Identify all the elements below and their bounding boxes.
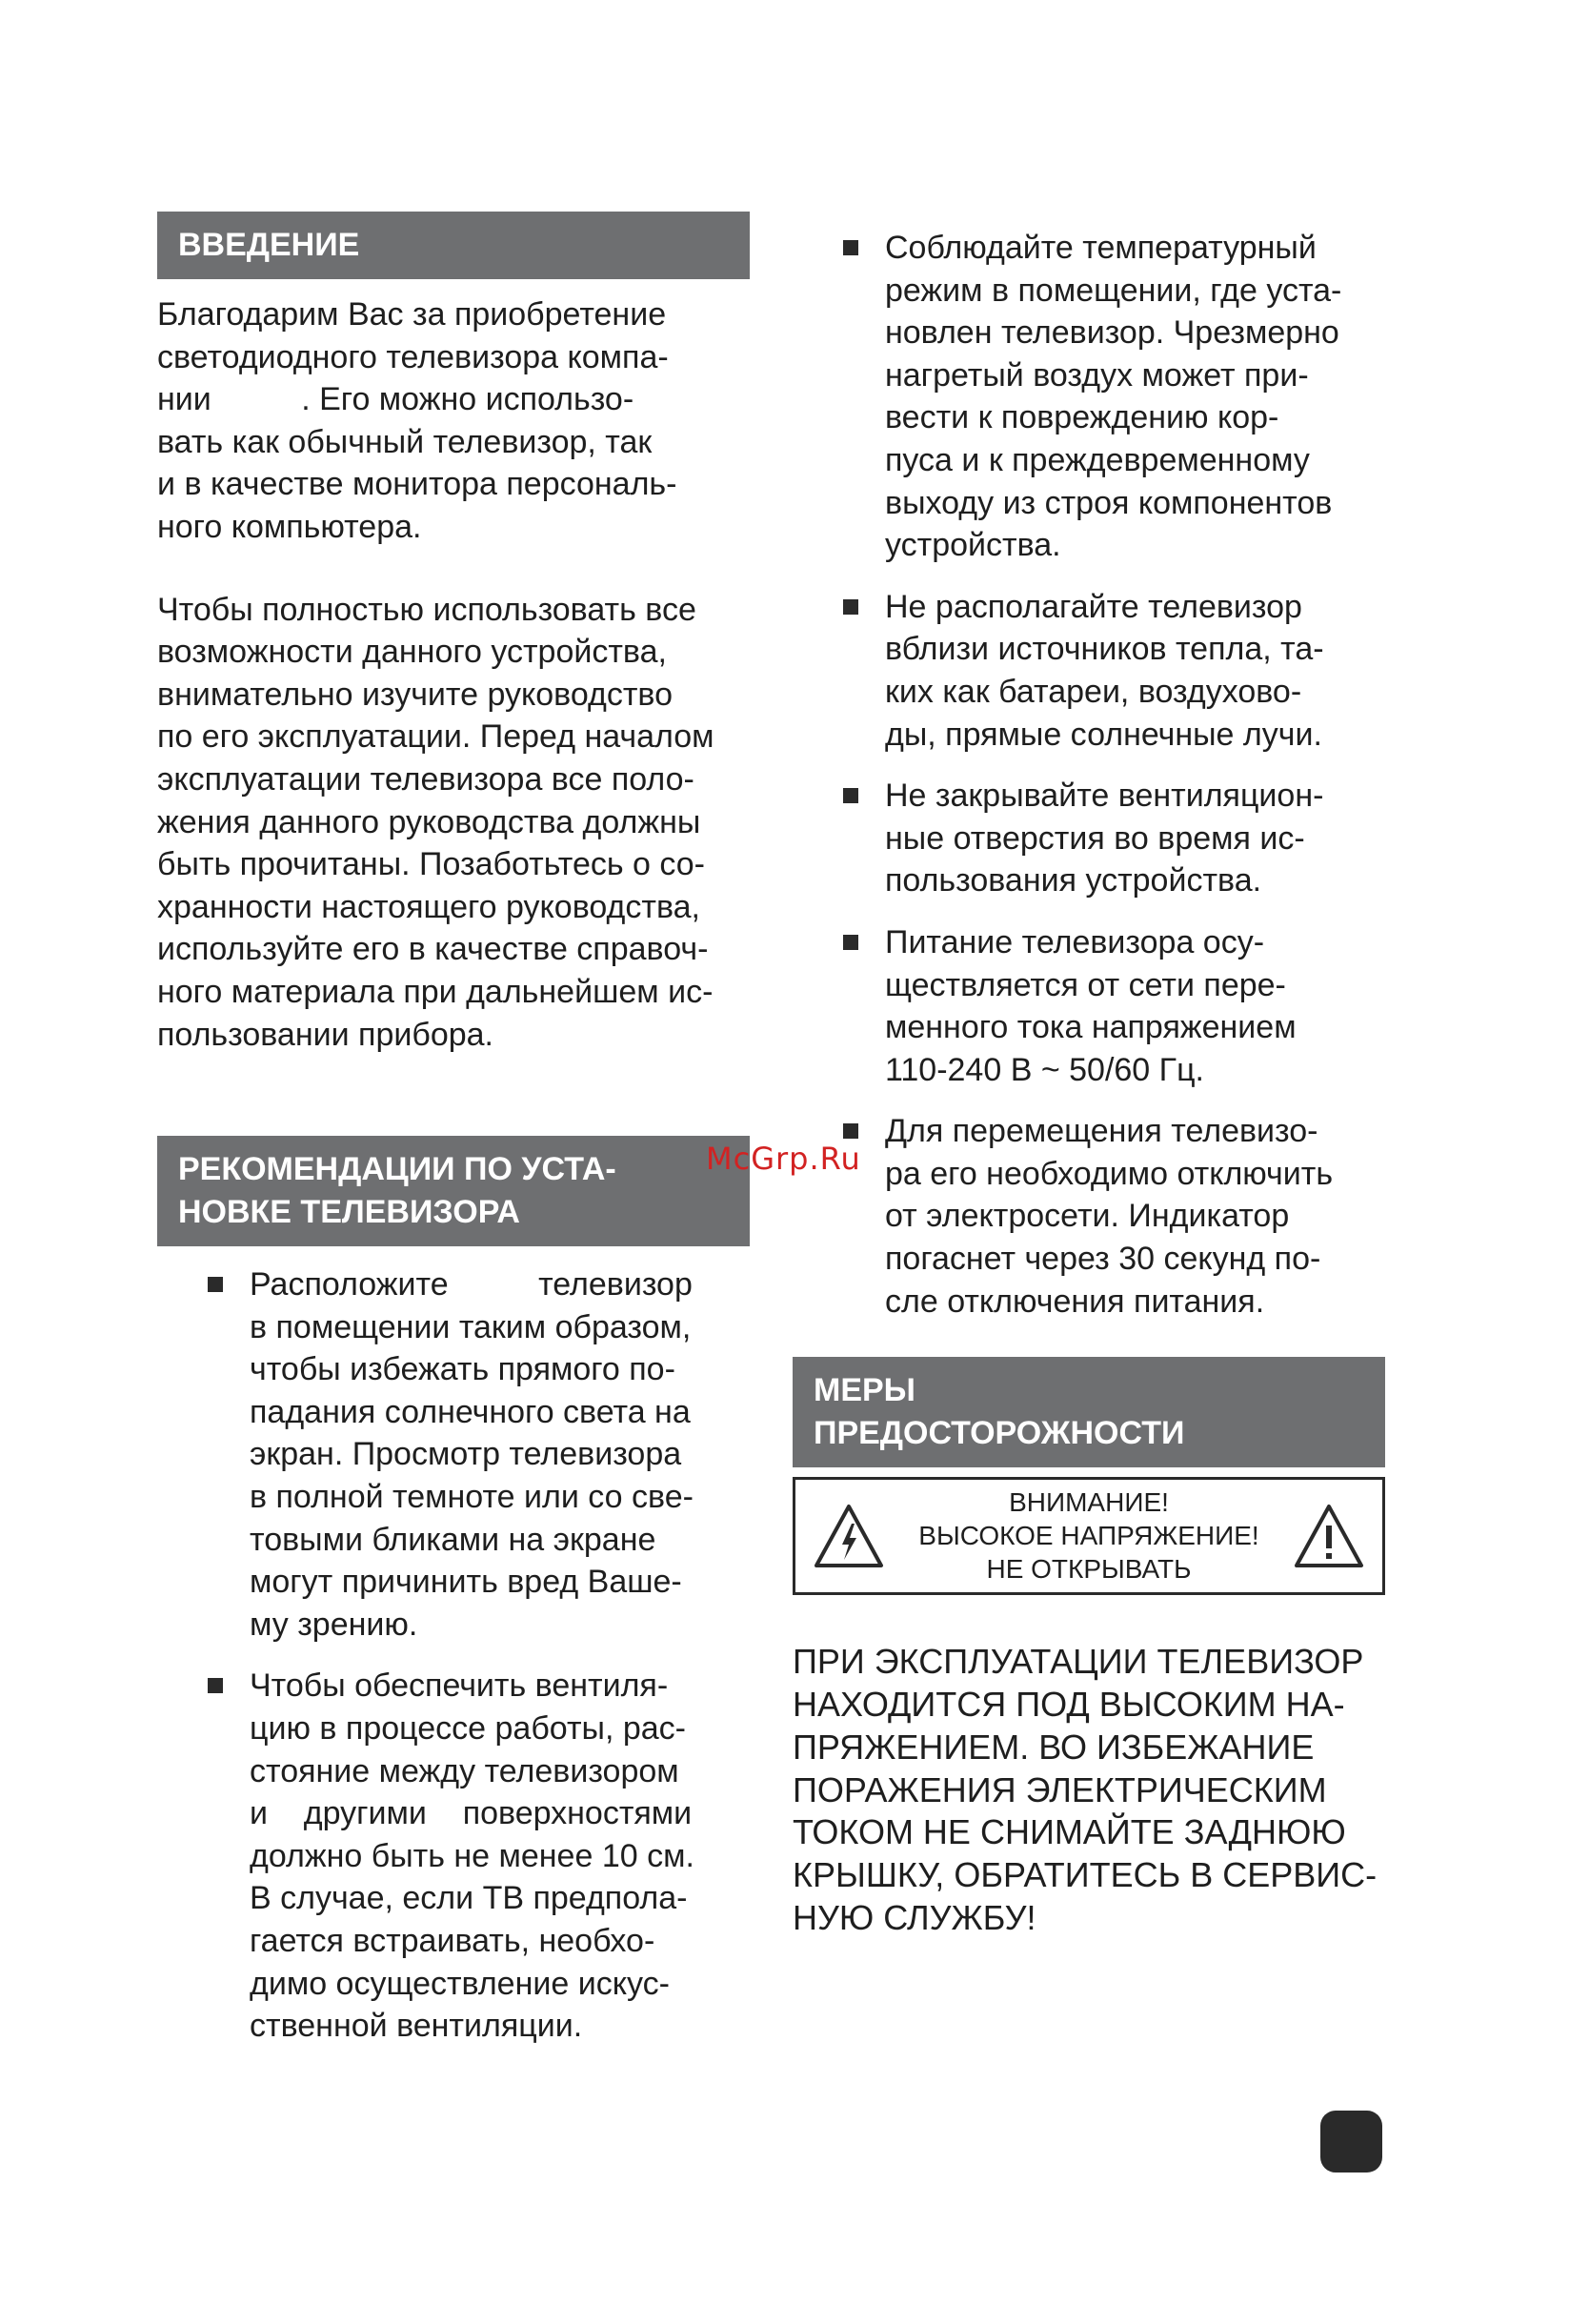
exclamation-warning-icon <box>1293 1503 1365 1569</box>
bullet-square-icon <box>208 1277 223 1292</box>
left-column <box>157 212 750 2067</box>
list-item <box>250 1263 750 1646</box>
intro-paragraph-1: Благодарим Вас за приобретение светодиодного телевизора компа- нии . Его можно использо- вать как обычный телевизор, так и в качестве монитора персональ- ного компьютера. <box>157 296 677 545</box>
intro-paragraph-2: Чтобы полностью использовать все возможности данного устройства, внимательно изучите руководство по его эксплуатации. Перед началом эксплуатации телевизора все поло- жения данного руководства должны быть прочитаны. Позаботьтесь о со- хранности настоящего руководства, используйте его в качестве справоч- ного материала при дальнейшем ис- пользовании прибора. <box>157 591 714 1053</box>
bullet-square-icon <box>843 599 858 615</box>
list-item <box>250 1665 750 2047</box>
safety-heading: МЕРЫ ПРЕДОСТОРОЖНОСТИ <box>793 1357 1385 1467</box>
right-column <box>793 227 1385 1940</box>
bullet-square-icon <box>208 1678 223 1693</box>
list-item <box>885 1110 1385 1323</box>
recommendation-text: Соблюдайте температурный режим в помещении, где уста- новлен телевизор. Чрезмерно нагретый воздух может при- вести к повреждению кор- пуса и к преждевременному выходу из строя компонентов устройства. <box>885 230 1342 564</box>
recommendation-text: Для перемещения телевизо- ра его необходимо отключить от электросети. Индикатор погаснет через 30 секунд по- сле отключения питания. <box>885 1113 1334 1320</box>
recommendation-text: Не закрывайте вентиляцион- ные отверстия во время ис- пользования устройства. <box>885 778 1324 899</box>
recommendations-list <box>885 227 1385 1323</box>
install-list <box>250 1263 750 2048</box>
list-item <box>885 586 1385 756</box>
bullet-square-icon <box>843 935 858 950</box>
install-item-text: Расположите телевизор в помещении таким образом, чтобы избежать прямого по- падания солнечного света на экран. Просмотр телевизора в полной темноте или со све- товыми бликами на экране могут причинить вред Ваше- му зрению. <box>250 1266 694 1643</box>
list-item <box>885 921 1385 1091</box>
list-item <box>885 775 1385 902</box>
list-item <box>885 227 1385 567</box>
install-heading: РЕКОМЕНДАЦИИ ПО УСТА- НОВКЕ ТЕЛЕВИЗОРА <box>157 1136 750 1246</box>
watermark: McGrp.Ru <box>706 1141 861 1177</box>
install-item-text: Чтобы обеспечить вентиля- цию в процессе работы, рас- стояние между телевизором и другими поверхностями должно быть не менее 10 см. В случае, если ТВ предпола- гается встраивать, необхо- димо осуществление искус- ственной вентиляции. <box>250 1667 694 2045</box>
safety-warning-paragraph: ПРИ ЭКСПЛУАТАЦИИ ТЕЛЕВИЗОР НАХОДИТСЯ ПОД ВЫСОКИМ НА- ПРЯЖЕНИЕМ. ВО ИЗБЕЖАНИЕ ПОРАЖЕНИЯ ЭЛЕКТРИЧЕСКИМ ТОКОМ НЕ СНИМАЙТЕ ЗАДНЮЮ КРЫШКУ, ОБРАТИТЕСЬ В СЕРВИС- НУЮ СЛУЖБУ! <box>793 1642 1378 1938</box>
high-voltage-warning-box <box>793 1477 1385 1595</box>
bullet-square-icon <box>843 788 858 803</box>
recommendation-text: Питание телевизора осу- ществляется от сети пере- менного тока напряжением 110-240 В ~ 50/60 Гц. <box>885 923 1297 1088</box>
warning-text: ВНИМАНИЕ! ВЫСОКОЕ НАПРЯЖЕНИЕ! НЕ ОТКРЫВАТЬ <box>918 1487 1259 1585</box>
bullet-square-icon <box>843 240 858 255</box>
intro-heading: ВВЕДЕНИЕ <box>157 212 750 279</box>
bullet-square-icon <box>843 1123 858 1139</box>
page-number-badge <box>1320 2111 1382 2172</box>
recommendation-text: Не располагайте телевизор вблизи источников тепла, та- ких как батареи, воздухово- ды, прямые солнечные лучи. <box>885 588 1324 753</box>
